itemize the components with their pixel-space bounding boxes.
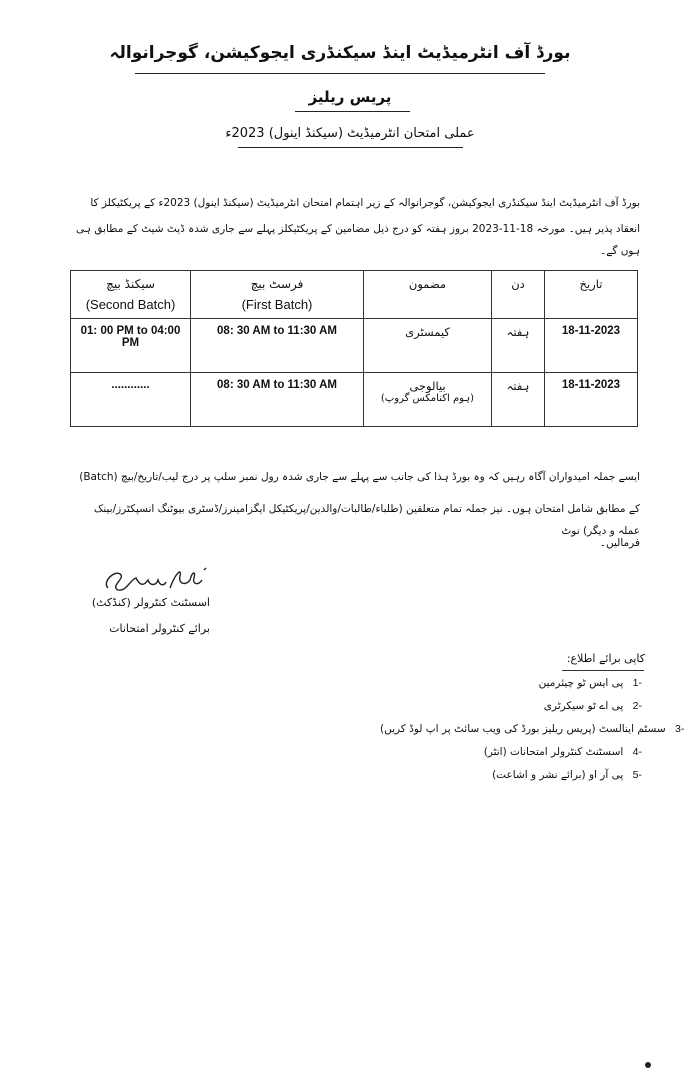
table-row	[71, 373, 638, 427]
exam-title-underline	[238, 147, 463, 148]
copy-item-number: 5-	[632, 769, 642, 781]
signature-scribble	[100, 562, 210, 596]
copy-item-text: سسٹم اینالسٹ (پریس ریلیز بورڈ کی ویب سائٹ پر اپ لوڈ کریں)	[380, 723, 666, 735]
list-item	[380, 764, 642, 787]
page-mark-dot	[645, 1062, 651, 1068]
copy-title: کاپی برائے اطلاع:	[566, 652, 645, 665]
table-row	[71, 319, 638, 373]
copy-title-underline	[562, 670, 644, 671]
notice-line-1: ایسے جملہ امیدواران آگاہ رہیں کہ وہ بورڈ ہذا کی جانب سے پہلے سے جاری شدہ رول نمبر سلپ پر درج لیب/تاریخ/بیچ (Batch)	[79, 471, 640, 483]
intro-line-2: انعقاد پذیر ہیں۔ مورخہ 18-11-2023 بروز ہفتہ کو درج ذیل مضامین کے پریکٹیکلز پہلے سے جاری شدہ ڈیٹ شیٹ کے مطابق ہی ہوں گے۔	[76, 223, 640, 257]
cell-subject	[364, 319, 492, 373]
cell-first-batch: 08: 30 AM to 11:30 AM	[191, 373, 364, 427]
col-second-batch	[71, 271, 191, 319]
cell-subject	[364, 373, 492, 427]
copy-item-text: اسسٹنٹ کنٹرولر امتحانات (انٹر)	[483, 746, 624, 758]
table-header-row	[71, 271, 638, 319]
board-title-underline	[135, 73, 545, 74]
list-item	[380, 718, 684, 741]
copy-item-number: 3-	[675, 723, 684, 735]
list-item	[380, 741, 642, 764]
list-item	[380, 672, 642, 695]
cell-date: 18-11-2023	[545, 373, 638, 427]
board-title: بورڈ آف انٹرمیڈیٹ اینڈ سیکنڈری ایجوکیشن، گوجرانوالہ	[109, 43, 571, 63]
cell-day: ہفتہ	[492, 373, 545, 427]
col-day: دن	[492, 271, 545, 319]
signatory-for: برائے کنٹرولر امتحانات	[109, 622, 210, 635]
col-second-batch-urdu: سیکنڈ بیچ	[106, 277, 155, 291]
cell-subject-name: کیمسٹری	[405, 325, 450, 339]
col-date: تاریخ	[545, 271, 638, 319]
col-first-batch-urdu: فرسٹ بیچ	[250, 277, 304, 291]
notice-line-3: فرمالیں۔	[599, 537, 640, 549]
cell-date: 18-11-2023	[545, 319, 638, 373]
copy-list	[380, 672, 684, 787]
press-release-underline	[295, 111, 410, 112]
intro-line-1: بورڈ آف انٹرمیڈیٹ اینڈ سیکنڈری ایجوکیشن، گوجرانوالہ کے زیر اہتمام امتحان انٹرمیڈیٹ (سیکنڈ اینول) 2023ء کے پریکٹیکلز کا	[90, 197, 640, 209]
copy-item-text: پی اے ٹو سیکرٹری	[543, 700, 624, 712]
press-release-title: پریس ریلیز	[308, 88, 392, 106]
schedule-table	[70, 270, 638, 427]
cell-subject-note: (ہوم اکنامکس گروپ)	[380, 393, 475, 404]
copy-item-number: 1-	[632, 677, 642, 689]
list-item	[380, 695, 642, 718]
cell-second-batch: ............	[71, 373, 191, 427]
cell-first-batch: 08: 30 AM to 11:30 AM	[191, 319, 364, 373]
copy-item-text: پی ایس ٹو چیئرمین	[538, 677, 624, 689]
cell-second-batch: 01: 00 PM to 04:00 PM	[71, 319, 191, 373]
col-first-batch	[191, 271, 364, 319]
exam-title: عملی امتحان انٹرمیڈیٹ (سیکنڈ اینول) 2023ء	[225, 126, 475, 141]
col-first-batch-english: (First Batch)	[241, 297, 313, 312]
signatory-designation: اسسٹنٹ کنٹرولر (کنڈکٹ)	[91, 596, 210, 609]
notice-line-2: کے مطابق شامل امتحان ہوں۔ نیز جملہ تمام متعلقین (طلباء/طالبات/والدین/پریکٹیکل ایگزامینرز/ڈسٹری بیوٹنگ انسپکٹرز/بینک عملہ و دیگر) نوٹ	[93, 503, 640, 537]
cell-subject-name: بیالوجی	[409, 379, 446, 393]
col-second-batch-english: (Second Batch)	[85, 297, 176, 312]
cell-day: ہفتہ	[492, 319, 545, 373]
copy-item-text: پی آر او (برائے نشر و اشاعت)	[492, 769, 624, 781]
copy-item-number: 2-	[632, 700, 642, 712]
col-subject: مضمون	[364, 271, 492, 319]
copy-item-number: 4-	[632, 746, 642, 758]
